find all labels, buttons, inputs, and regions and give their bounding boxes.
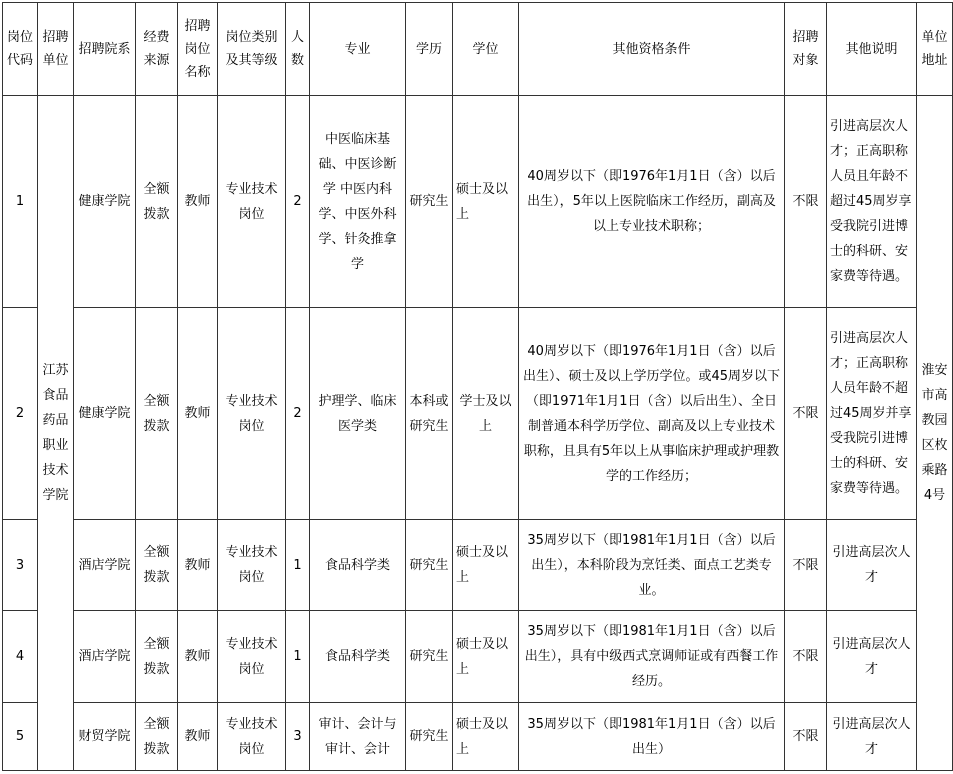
cell-count: 3	[286, 703, 310, 771]
cell-notes: 引进高层次人才	[827, 611, 917, 703]
cell-target: 不限	[785, 308, 827, 520]
header-education: 学历	[406, 3, 453, 96]
header-funding: 经费来源	[136, 3, 178, 96]
header-code: 岗位代码	[3, 3, 38, 96]
cell-education: 本科或研究生	[406, 308, 453, 520]
cell-education: 研究生	[406, 703, 453, 771]
cell-major: 中医临床基础、中医诊断学 中医内科学、中医外科学、针灸推拿学	[310, 96, 406, 308]
cell-degree: 硕士及以上	[453, 703, 519, 771]
cell-code: 2	[3, 308, 38, 520]
cell-count: 1	[286, 520, 310, 611]
recruitment-table	[2, 2, 953, 771]
cell-post-name: 教师	[178, 520, 218, 611]
cell-dept: 酒店学院	[74, 611, 136, 703]
cell-unit: 江苏食品药品职业技术学院	[38, 96, 74, 771]
cell-count: 2	[286, 308, 310, 520]
cell-funding: 全额拨款	[136, 96, 178, 308]
cell-count: 2	[286, 96, 310, 308]
cell-conditions: 35周岁以下（即1981年1月1日（含）以后出生），具有中级西式烹调师证或有西餐工作经历。	[519, 611, 785, 703]
cell-conditions: 40周岁以下（即1976年1月1日（含）以后出生）、硕士及以上学历学位。或45周岁以下（即1971年1月1日（含）以后出生）、全日制普通本科学历学位、副高及以上专业技术职称，且具有5年以上从事临床护理或护理教学的工作经历；	[519, 308, 785, 520]
header-notes: 其他说明	[827, 3, 917, 96]
cell-notes: 引进高层次人才	[827, 520, 917, 611]
cell-target: 不限	[785, 520, 827, 611]
cell-post-name: 教师	[178, 703, 218, 771]
header-post-type: 岗位类别及其等级	[218, 3, 286, 96]
table-row	[3, 520, 953, 611]
header-conditions: 其他资格条件	[519, 3, 785, 96]
header-count: 人数	[286, 3, 310, 96]
cell-target: 不限	[785, 703, 827, 771]
cell-code: 1	[3, 96, 38, 308]
cell-code: 4	[3, 611, 38, 703]
table-row	[3, 96, 953, 308]
cell-funding: 全额拨款	[136, 611, 178, 703]
cell-degree: 硕士及以上	[453, 611, 519, 703]
cell-conditions: 35周岁以下（即1981年1月1日（含）以后出生）	[519, 703, 785, 771]
cell-address: 淮安市高教园区枚乘路4号	[917, 96, 953, 771]
cell-conditions: 40周岁以下（即1976年1月1日（含）以后出生），5年以上医院临床工作经历，副高及以上专业技术职称；	[519, 96, 785, 308]
cell-degree: 硕士及以上	[453, 520, 519, 611]
cell-code: 5	[3, 703, 38, 771]
cell-post-type: 专业技术岗位	[218, 96, 286, 308]
cell-major: 食品科学类	[310, 520, 406, 611]
cell-degree: 硕士及以上	[453, 96, 519, 308]
cell-post-type: 专业技术岗位	[218, 703, 286, 771]
cell-count: 1	[286, 611, 310, 703]
table-row	[3, 308, 953, 520]
cell-education: 研究生	[406, 96, 453, 308]
cell-education: 研究生	[406, 611, 453, 703]
header-address: 单位地址	[917, 3, 953, 96]
cell-dept: 财贸学院	[74, 703, 136, 771]
header-major: 专业	[310, 3, 406, 96]
cell-post-name: 教师	[178, 308, 218, 520]
cell-code: 3	[3, 520, 38, 611]
cell-education: 研究生	[406, 520, 453, 611]
cell-post-type: 专业技术岗位	[218, 520, 286, 611]
table-row	[3, 611, 953, 703]
cell-dept: 健康学院	[74, 308, 136, 520]
cell-notes: 引进高层次人才；正高职称人员年龄不超过45周岁并享受我院引进博士的科研、安家费等待遇。	[827, 308, 917, 520]
cell-dept: 酒店学院	[74, 520, 136, 611]
cell-notes: 引进高层次人才	[827, 703, 917, 771]
cell-funding: 全额拨款	[136, 520, 178, 611]
cell-funding: 全额拨款	[136, 703, 178, 771]
cell-conditions: 35周岁以下（即1981年1月1日（含）以后出生），本科阶段为烹饪类、面点工艺类专业。	[519, 520, 785, 611]
header-post-name: 招聘岗位名称	[178, 3, 218, 96]
table-row	[3, 703, 953, 771]
cell-major: 护理学、临床医学类	[310, 308, 406, 520]
header-degree: 学位	[453, 3, 519, 96]
header-unit: 招聘单位	[38, 3, 74, 96]
cell-notes: 引进高层次人才；正高职称人员且年龄不超过45周岁享受我院引进博士的科研、安家费等待遇。	[827, 96, 917, 308]
cell-post-type: 专业技术岗位	[218, 308, 286, 520]
header-dept: 招聘院系	[74, 3, 136, 96]
cell-post-name: 教师	[178, 611, 218, 703]
cell-dept: 健康学院	[74, 96, 136, 308]
cell-target: 不限	[785, 96, 827, 308]
header-row	[3, 3, 953, 96]
cell-major: 食品科学类	[310, 611, 406, 703]
cell-post-type: 专业技术岗位	[218, 611, 286, 703]
cell-funding: 全额拨款	[136, 308, 178, 520]
cell-degree: 学士及以上	[453, 308, 519, 520]
cell-target: 不限	[785, 611, 827, 703]
cell-major: 审计、会计与审计、会计	[310, 703, 406, 771]
cell-post-name: 教师	[178, 96, 218, 308]
header-target: 招聘对象	[785, 3, 827, 96]
